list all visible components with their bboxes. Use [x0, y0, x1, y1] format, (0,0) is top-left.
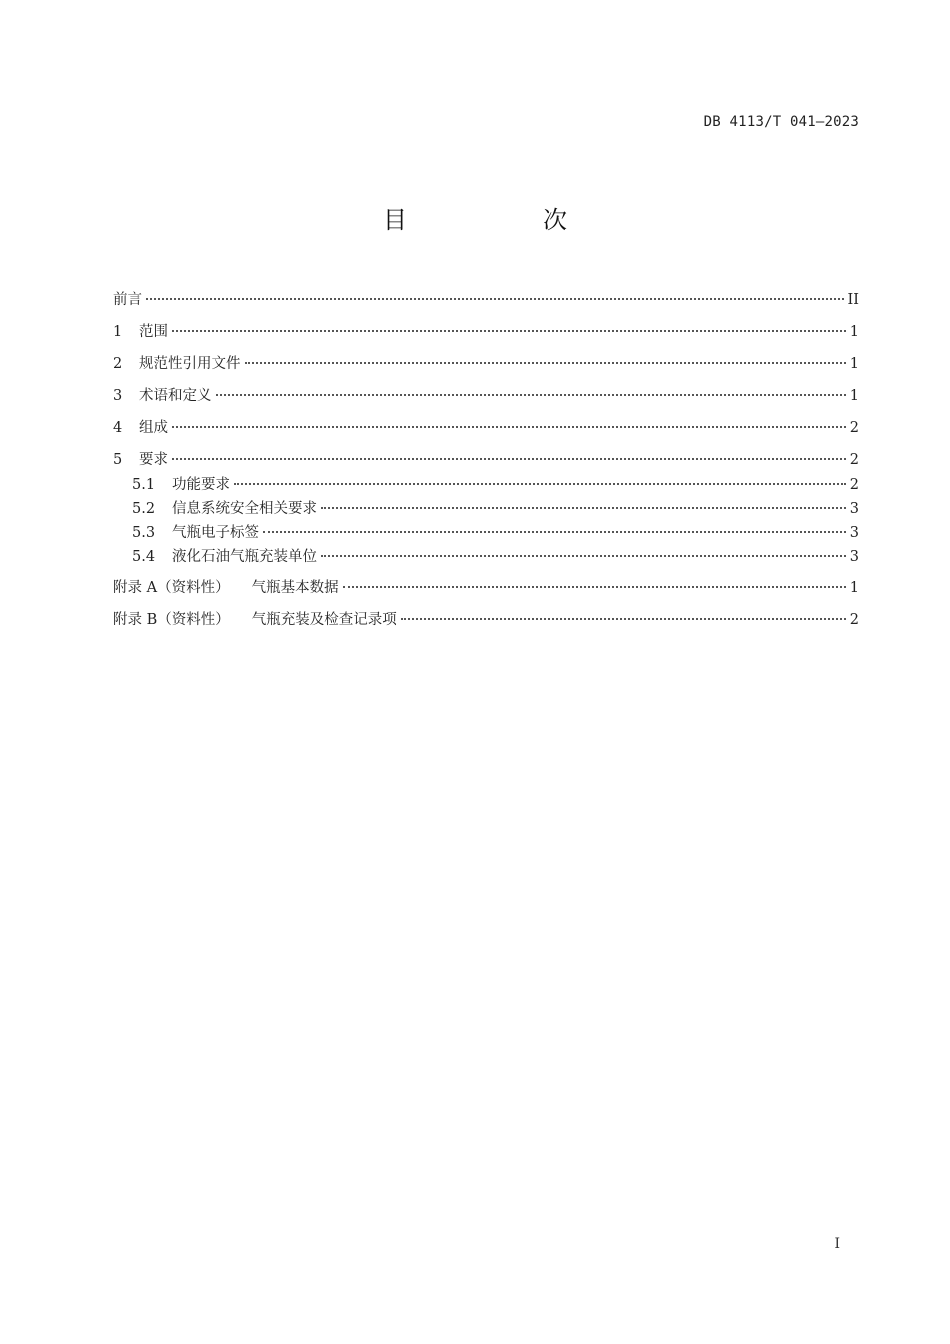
toc-leader — [216, 394, 846, 396]
toc-entry-page: 3 — [849, 549, 859, 565]
toc-entry[interactable] — [113, 352, 859, 374]
toc-leader — [401, 618, 846, 620]
toc-entry-page: 3 — [849, 525, 859, 541]
toc-entry-number: 5.4 — [132, 549, 156, 565]
toc-entry-text: 气瓶电子标签 — [172, 525, 259, 541]
toc-leader — [343, 586, 846, 588]
toc-subentry[interactable] — [132, 497, 859, 519]
page-number: I — [834, 1236, 840, 1252]
toc-subentry[interactable] — [132, 545, 859, 567]
toc-entry-number: 5 — [113, 452, 123, 468]
toc-entry-number: 5.1 — [132, 477, 156, 493]
toc-subentry[interactable] — [132, 521, 859, 543]
toc-entry-number: 3 — [113, 388, 123, 404]
toc-entry-text: 要求 — [139, 452, 168, 468]
toc-appendix-b[interactable] — [113, 608, 859, 630]
toc-entry-text: 组成 — [139, 420, 168, 436]
toc-entry-page: 2 — [849, 452, 859, 468]
toc-appendix-label: 附录 B（资料性） — [113, 612, 230, 628]
toc-appendix-label: 附录 A（资料性） — [113, 580, 230, 596]
toc-entry-number: 5.2 — [132, 501, 156, 517]
toc-leader — [146, 298, 844, 300]
toc-entry-text: 信息系统安全相关要求 — [172, 501, 317, 517]
toc-entry-number: 4 — [113, 420, 123, 436]
toc-entry-number: 2 — [113, 356, 123, 372]
toc-entry-text: 气瓶基本数据 — [251, 580, 339, 596]
toc-entry[interactable] — [113, 384, 859, 406]
toc-entry-foreword[interactable] — [113, 288, 859, 310]
toc-leader — [245, 362, 846, 364]
toc-entry-page: 1 — [849, 324, 859, 340]
toc-entry-page: 2 — [849, 420, 859, 436]
toc-entry-page: 1 — [849, 388, 859, 404]
toc-entry-number: 1 — [113, 324, 123, 340]
toc-entry[interactable] — [113, 320, 859, 342]
toc-leader — [321, 507, 846, 509]
toc-entry[interactable] — [113, 416, 859, 438]
doc-code: DB 4113/T 041—2023 — [703, 114, 859, 130]
toc-leader — [172, 426, 846, 428]
toc-entry-page: 1 — [849, 356, 859, 372]
toc-entry-text: 术语和定义 — [139, 388, 212, 404]
toc-entry-page: 2 — [849, 612, 859, 628]
toc-leader — [234, 483, 846, 485]
toc-appendix-a[interactable] — [113, 576, 859, 598]
page-title: 目 次 — [383, 206, 623, 234]
toc-entry-page: 2 — [849, 477, 859, 493]
toc-entry-text: 气瓶充装及检查记录项 — [251, 612, 397, 628]
toc-leader — [172, 458, 846, 460]
toc-entry-number: 5.3 — [132, 525, 156, 541]
toc-entry-text: 前言 — [113, 292, 142, 308]
toc-leader — [172, 330, 846, 332]
toc-entry-text: 规范性引用文件 — [139, 356, 241, 372]
toc-entry[interactable] — [113, 448, 859, 470]
toc-entry-page: 3 — [849, 501, 859, 517]
toc-entry-page: II — [847, 292, 859, 308]
toc-entry-text: 液化石油气瓶充装单位 — [172, 549, 317, 565]
toc-subentry[interactable] — [132, 473, 859, 495]
toc-leader — [263, 531, 846, 533]
toc-entry-page: 1 — [849, 580, 859, 596]
toc-leader — [321, 555, 846, 557]
toc-entry-text: 范围 — [139, 324, 168, 340]
toc-entry-text: 功能要求 — [172, 477, 230, 493]
